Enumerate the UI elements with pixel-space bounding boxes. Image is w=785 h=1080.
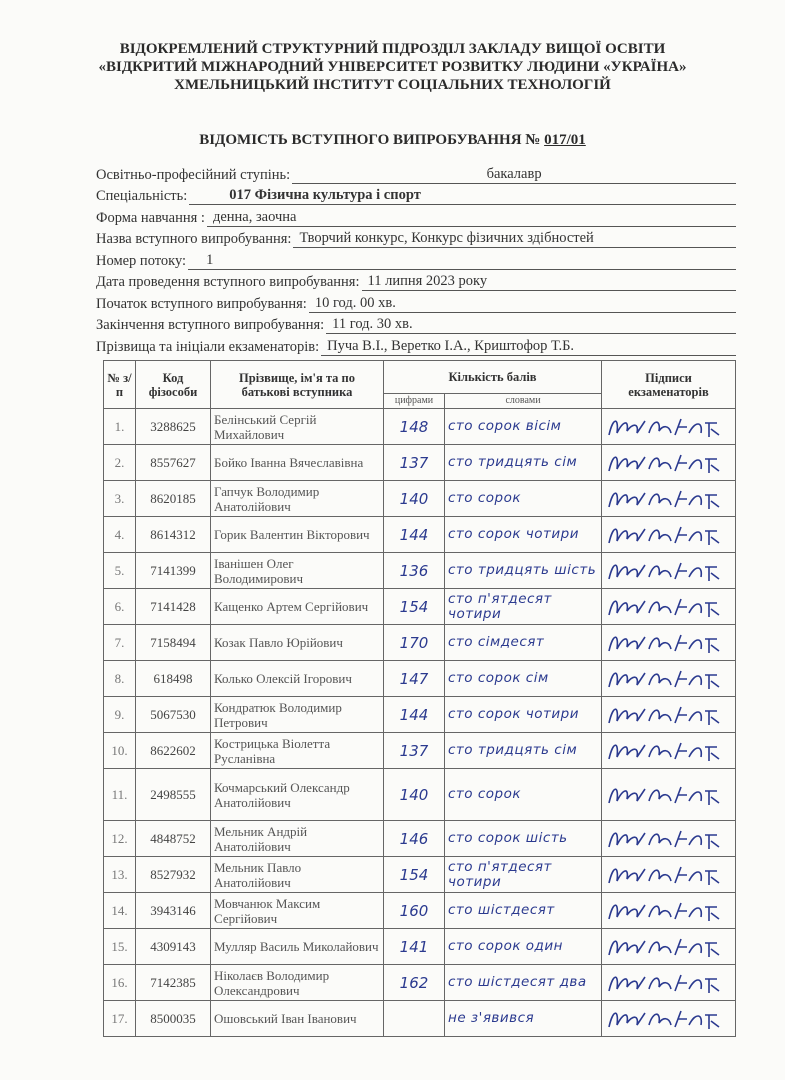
row-code: 3288625: [136, 409, 211, 445]
row-code: 8500035: [136, 1001, 211, 1037]
header-line-1: ВІДОКРЕМЛЕНИЙ СТРУКТУРНИЙ ПІДРОЗДІЛ ЗАКЛАДУ ВИЩОЇ ОСВІТИ: [119, 41, 666, 57]
row-signatures: [602, 857, 736, 893]
row-index: 12.: [104, 821, 136, 857]
field-exam-name-label: Назва вступного випробування:: [96, 231, 292, 247]
row-score-digits: 137: [384, 733, 445, 769]
row-name: Ошовський Іван Іванович: [211, 1001, 384, 1037]
row-signatures: [602, 625, 736, 661]
row-signatures: [602, 733, 736, 769]
row-score-digits: 154: [384, 857, 445, 893]
row-score-digits: 170: [384, 625, 445, 661]
row-score-digits: 136: [384, 553, 445, 589]
table-row: [104, 445, 736, 481]
examiner-signatures-icon: [605, 629, 725, 657]
row-name: Мулляр Василь Миколайович: [211, 929, 384, 965]
examiner-signatures-icon: [605, 933, 725, 961]
field-study-form: [96, 205, 736, 227]
row-score-words: сто тридцять шість: [445, 553, 602, 589]
field-end-value: 11 год. 30 хв.: [326, 316, 736, 334]
table-row: [104, 1001, 736, 1037]
row-score-words: сто тридцять сім: [445, 733, 602, 769]
results-table: [103, 360, 736, 1037]
field-start: [96, 291, 736, 313]
row-index: 11.: [104, 769, 136, 821]
row-score-words: сто сорок чотири: [445, 517, 602, 553]
row-index: 9.: [104, 697, 136, 733]
row-index: 1.: [104, 409, 136, 445]
examiner-signatures-icon: [605, 897, 725, 925]
field-start-label: Початок вступного випробування:: [96, 295, 307, 312]
row-code: 8614312: [136, 517, 211, 553]
row-code: 8527932: [136, 857, 211, 893]
row-score-words: сто сорок: [445, 481, 602, 517]
row-score-digits: 140: [384, 769, 445, 821]
row-score-digits: 160: [384, 893, 445, 929]
row-index: 10.: [104, 733, 136, 769]
header-line-2: «ВІДКРИТИЙ МІЖНАРОДНИЙ УНІВЕРСИТЕТ РОЗВИТКУ ЛЮДИНИ «УКРАЇНА»: [98, 59, 687, 75]
row-index: 4.: [104, 517, 136, 553]
row-name: Мельник Андрій Анатолійович: [211, 821, 384, 857]
row-code: 2498555: [136, 769, 211, 821]
row-score-words: сто сімдесят: [445, 625, 602, 661]
row-name: Іванішен Олег Володимирович: [211, 553, 384, 589]
row-signatures: [602, 445, 736, 481]
row-score-digits: 162: [384, 965, 445, 1001]
row-code: 5067530: [136, 697, 211, 733]
table-row: [104, 625, 736, 661]
row-score-words: сто сорок вісім: [445, 409, 602, 445]
examiner-signatures-icon: [605, 665, 725, 693]
row-code: 7141428: [136, 589, 211, 625]
row-index: 13.: [104, 857, 136, 893]
examiner-signatures-icon: [605, 861, 725, 889]
row-score-words: сто сорок шість: [445, 821, 602, 857]
institution-header: [0, 40, 785, 94]
row-index: 3.: [104, 481, 136, 517]
row-score-digits: 148: [384, 409, 445, 445]
row-signatures: [602, 517, 736, 553]
row-score-words: не з'явився: [445, 1001, 602, 1037]
field-stream: [96, 248, 736, 270]
table-row: [104, 553, 736, 589]
row-index: 7.: [104, 625, 136, 661]
examiner-signatures-icon: [605, 701, 725, 729]
row-code: 8620185: [136, 481, 211, 517]
row-name: Мовчанюк Максим Сергійович: [211, 893, 384, 929]
row-score-digits: 147: [384, 661, 445, 697]
row-score-words: сто шістдесят: [445, 893, 602, 929]
row-code: 4309143: [136, 929, 211, 965]
field-study-form-label: Форма навчання :: [96, 209, 205, 226]
row-name: Кондратюк Володимир Петрович: [211, 697, 384, 733]
table-row: [104, 965, 736, 1001]
header-signatures: Підписи екзаменаторів: [602, 361, 736, 409]
row-signatures: [602, 769, 736, 821]
row-signatures: [602, 589, 736, 625]
row-code: 4848752: [136, 821, 211, 857]
table-row: [104, 697, 736, 733]
header-line-3: ХМЕЛЬНИЦЬКИЙ ІНСТИТУТ СОЦІАЛЬНИХ ТЕХНОЛОГІЙ: [174, 77, 611, 93]
row-score-words: сто п'ятдесят чотири: [445, 857, 602, 893]
row-name: Гапчук Володимир Анатолійович: [211, 481, 384, 517]
row-code: 7158494: [136, 625, 211, 661]
row-signatures: [602, 893, 736, 929]
row-signatures: [602, 409, 736, 445]
row-code: 8557627: [136, 445, 211, 481]
header-index: № з/п: [104, 361, 136, 409]
row-signatures: [602, 481, 736, 517]
row-code: 618498: [136, 661, 211, 697]
field-stream-value: 1: [188, 252, 736, 270]
row-signatures: [602, 697, 736, 733]
row-name: Кочмарський Олександр Анатолійович: [211, 769, 384, 821]
row-score-digits: 144: [384, 517, 445, 553]
row-score-words: сто сорок чотири: [445, 697, 602, 733]
field-end-label: Закінчення вступного випробування:: [96, 317, 325, 333]
row-score-words: сто сорок один: [445, 929, 602, 965]
row-name: Мельник Павло Анатолійович: [211, 857, 384, 893]
header-code: Код фізособи: [136, 361, 211, 409]
field-examiners-label: Прізвища та ініціали екзаменаторів:: [96, 338, 320, 355]
field-date: [96, 270, 736, 292]
table-row: [104, 517, 736, 553]
field-degree-label: Освітньо-професійний ступінь:: [96, 166, 291, 183]
row-score-words: сто п'ятдесят чотири: [445, 589, 602, 625]
row-name: Колько Олексій Ігорович: [211, 661, 384, 697]
table-row: [104, 589, 736, 625]
row-score-digits: 140: [384, 481, 445, 517]
document-number: 017/01: [544, 132, 586, 148]
field-end: [96, 313, 736, 335]
field-degree: [96, 162, 736, 184]
row-signatures: [602, 553, 736, 589]
row-index: 15.: [104, 929, 136, 965]
row-code: 8622602: [136, 733, 211, 769]
field-specialty-label: Спеціальність:: [96, 188, 188, 204]
row-name: Кострицька Віолетта Русланівна: [211, 733, 384, 769]
row-name: Кащенко Артем Сергійович: [211, 589, 384, 625]
field-study-form-value: денна, заочна: [207, 209, 736, 227]
row-code: 7141399: [136, 553, 211, 589]
row-score-words: сто сорок сім: [445, 661, 602, 697]
row-score-digits: 146: [384, 821, 445, 857]
row-score-words: сто тридцять сім: [445, 445, 602, 481]
field-date-label: Дата проведення вступного випробування:: [96, 274, 360, 290]
row-index: 5.: [104, 553, 136, 589]
table-row: [104, 821, 736, 857]
row-index: 6.: [104, 589, 136, 625]
row-signatures: [602, 1001, 736, 1037]
examiner-signatures-icon: [605, 413, 725, 441]
examiner-signatures-icon: [605, 737, 725, 765]
examiner-signatures-icon: [605, 825, 725, 853]
row-name: Горик Валентин Вікторович: [211, 517, 384, 553]
examiner-signatures-icon: [605, 593, 725, 621]
table-row: [104, 929, 736, 965]
field-exam-name-value: Творчий конкурс, Конкурс фізичних здібностей: [293, 230, 736, 248]
field-exam-name: [96, 227, 736, 249]
field-degree-value: бакалавр: [292, 166, 736, 184]
field-examiners-value: Пуча В.І., Веретко І.А., Криштофор Т.Б.: [321, 338, 736, 356]
row-index: 2.: [104, 445, 136, 481]
field-date-value: 11 липня 2023 року: [362, 273, 737, 291]
table-row: [104, 409, 736, 445]
examiner-signatures-icon: [605, 449, 725, 477]
row-signatures: [602, 929, 736, 965]
examiner-signatures-icon: [605, 1005, 725, 1033]
row-name: Козак Павло Юрійович: [211, 625, 384, 661]
table-row: [104, 661, 736, 697]
row-code: 7142385: [136, 965, 211, 1001]
header-score-digits: цифрами: [384, 394, 445, 409]
table-row: [104, 481, 736, 517]
row-index: 17.: [104, 1001, 136, 1037]
row-score-digits: 137: [384, 445, 445, 481]
row-signatures: [602, 821, 736, 857]
row-index: 16.: [104, 965, 136, 1001]
row-signatures: [602, 661, 736, 697]
examiner-signatures-icon: [605, 485, 725, 513]
row-score-digits: 154: [384, 589, 445, 625]
header-score-words: словами: [445, 394, 602, 409]
document-title-text: ВІДОМІСТЬ ВСТУПНОГО ВИПРОБУВАННЯ №: [199, 132, 541, 148]
row-name: Белінський Сергій Михайлович: [211, 409, 384, 445]
row-name: Бойко Іванна Вячеславівна: [211, 445, 384, 481]
field-start-value: 10 год. 00 хв.: [309, 295, 736, 313]
row-index: 14.: [104, 893, 136, 929]
document-title: [0, 132, 785, 149]
table-row: [104, 857, 736, 893]
table-row: [104, 769, 736, 821]
row-score-digits: 141: [384, 929, 445, 965]
examiner-signatures-icon: [605, 781, 725, 809]
table-row: [104, 733, 736, 769]
row-index: 8.: [104, 661, 136, 697]
field-stream-label: Номер потоку:: [96, 252, 187, 269]
examiner-signatures-icon: [605, 521, 725, 549]
row-score-digits: [384, 1001, 445, 1037]
field-examiners: [96, 334, 736, 356]
exam-details: [96, 162, 736, 356]
results-table-body: [104, 409, 736, 1037]
row-score-digits: 144: [384, 697, 445, 733]
examiner-signatures-icon: [605, 557, 725, 585]
examiner-signatures-icon: [605, 969, 725, 997]
row-name: Ніколаєв Володимир Олександрович: [211, 965, 384, 1001]
table-row: [104, 893, 736, 929]
row-signatures: [602, 965, 736, 1001]
row-score-words: сто сорок: [445, 769, 602, 821]
field-specialty: [96, 184, 736, 206]
row-code: 3943146: [136, 893, 211, 929]
field-specialty-value: 017 Фізична культура і спорт: [189, 187, 736, 205]
header-score: Кількість балів: [384, 361, 602, 394]
header-name: Прізвище, ім'я та по батькові вступника: [211, 361, 384, 409]
row-score-words: сто шістдесят два: [445, 965, 602, 1001]
